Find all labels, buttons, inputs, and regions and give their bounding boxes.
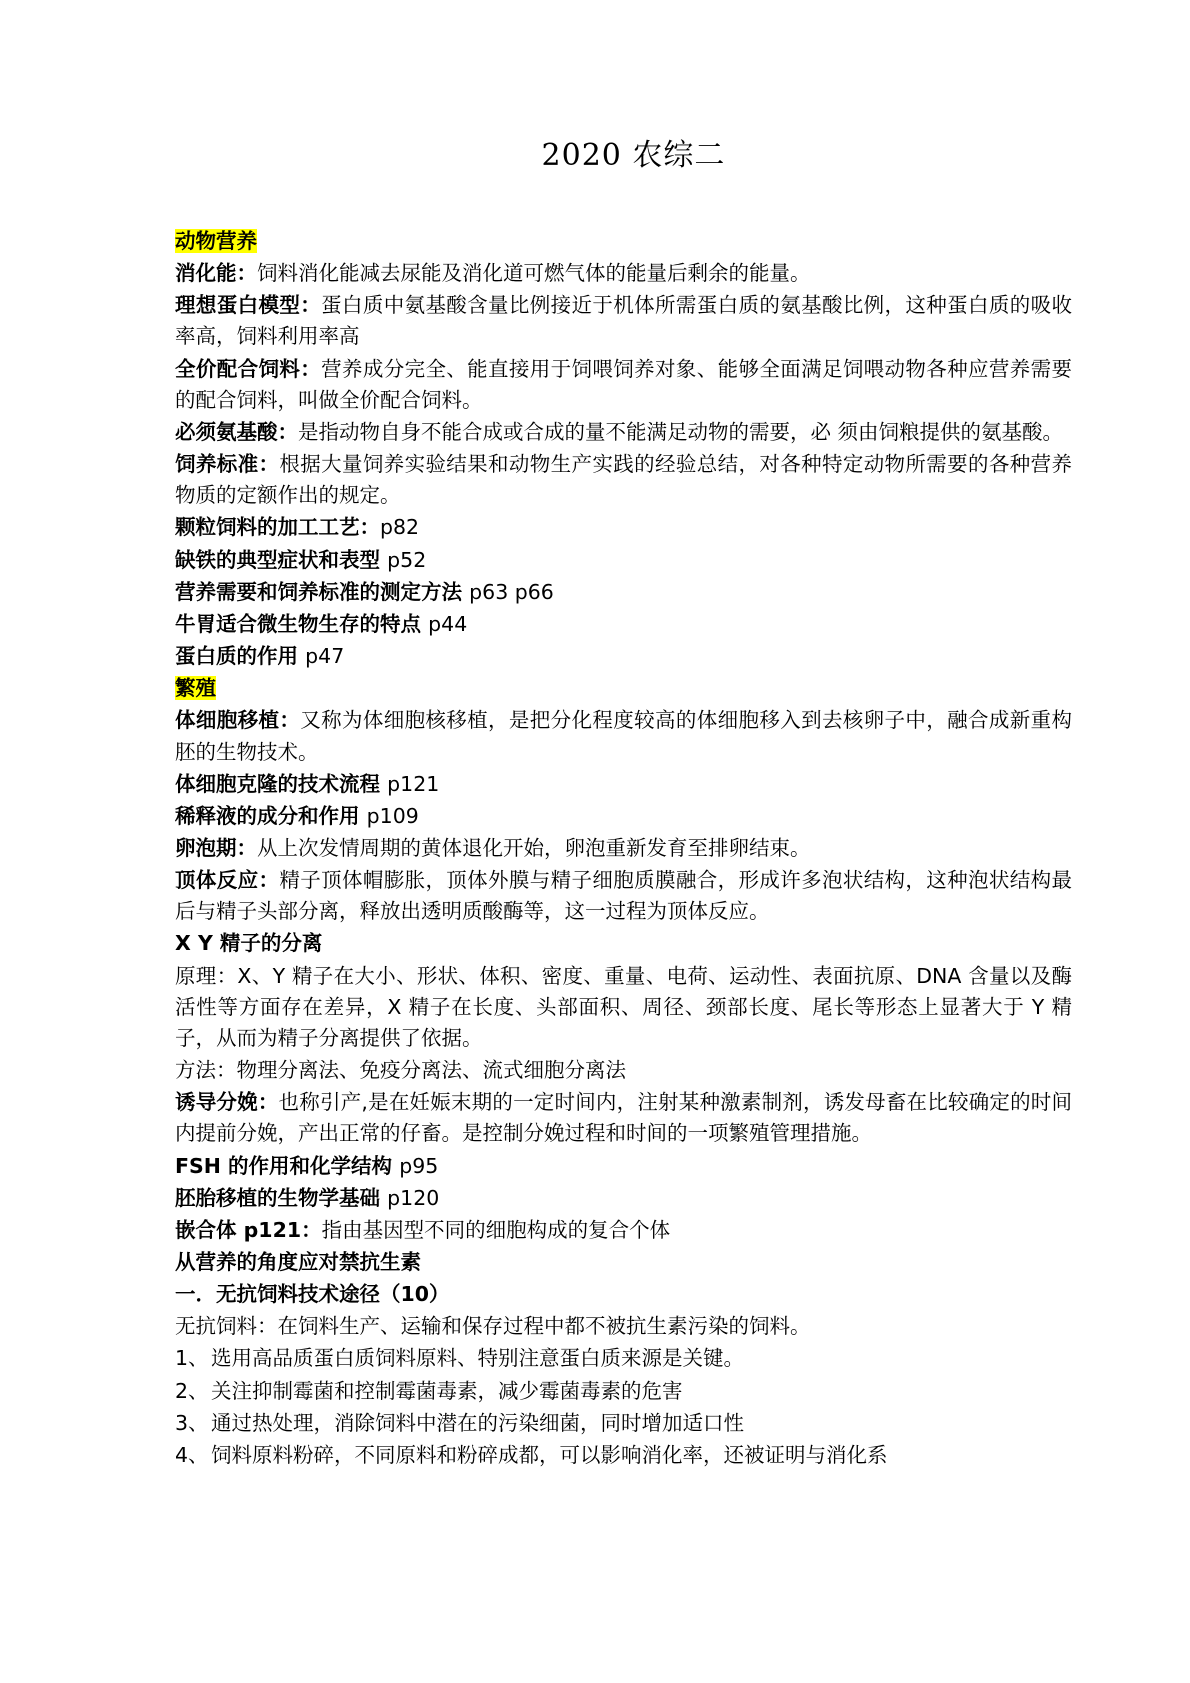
entry-line [175,577,1072,608]
list-item-text: 饲料原料粉碎，不同原料和粉碎成都，可以影响消化率，还被证明与消化系 [211,1442,888,1467]
list-item-number: 2、 [175,1378,209,1403]
entry-text: p44 [428,611,468,636]
entry-line [175,801,1072,832]
list-item [175,1408,1072,1439]
list-item-number: 3、 [175,1410,209,1435]
list-item [175,1376,1072,1407]
list-item-number: 4、 [175,1442,209,1467]
entry-text: p52 [387,547,427,572]
entry-term: 蛋白质的作用 [175,644,306,669]
entry-line [175,961,1072,1054]
entry-term: 牛胃适合微生物生存的特点 [175,611,429,636]
entry-term: 体细胞移植： [175,708,301,733]
entry-text: 蛋白质中氨基酸含量比例接近于机体所需蛋白质的氨基酸比例，这种蛋白质的吸收率高，饲料利用率高 [175,293,1073,349]
entry-term: 理想蛋白模型： [175,293,322,318]
entry-text: p47 [305,644,345,669]
entry-line [175,1151,1072,1182]
entry-text: 指由基因型不同的细胞构成的复合个体 [321,1217,671,1242]
list-item [175,1440,1072,1471]
entry-term: 一．无抗饲料技术途径（10） [175,1282,450,1307]
entry-text: p63 p66 [469,579,554,604]
section-heading-reproduction [175,673,1072,704]
entry-text: 方法：物理分离法、免疫分离法、流式细胞分离法 [175,1058,626,1083]
list-item-number: 1、 [175,1346,209,1371]
entry-text: p82 [380,515,420,540]
entry-line [175,1279,1072,1310]
entry-term: 诱导分娩： [175,1090,279,1115]
entry-term: 必须氨基酸： [175,419,298,444]
entry-line [175,1087,1072,1149]
entry-text: 也称引产,是在妊娠末期的一定时间内，注射某种激素制剂，诱发母畜在比较确定的时间内提前分娩，产出正常的仔畜。是控制分娩过程和时间的一项繁殖管理措施。 [175,1090,1073,1146]
entry-text: p120 [387,1185,440,1210]
section-heading-nutrition [175,226,1072,257]
entry-text: 是指动物自身不能合成或合成的量不能满足动物的需要，必 须由饲粮提供的氨基酸。 [298,419,1064,444]
entry-term: 颗粒饲料的加工工艺： [175,515,380,540]
entry-line [175,1311,1072,1342]
entry-term: X Y 精子的分离 [175,931,323,956]
entry-line [175,865,1072,927]
entry-line [175,1247,1072,1278]
entry-line [175,1183,1072,1214]
entry-text: 饲料消化能减去尿能及消化道可燃气体的能量后剩余的能量。 [257,261,811,286]
entry-line [175,290,1072,352]
entry-text: 根据大量饲养实验结果和动物生产实践的经验总结，对各种特定动物所需要的各种营养物质的定额作出的规定。 [175,452,1073,508]
entry-text: 原理：X、Y 精子在大小、形状、体积、密度、重量、电荷、运动性、表面抗原、DNA 含量以及酶活性等方面存在差异，X 精子在长度、头部面积、周径、颈部长度、尾长等形态上显著大于 Y 精子，从而为精子分离提供了依据。 [175,963,1072,1050]
entry-line [175,449,1072,511]
entry-term: 营养需要和饲养标准的测定方法 [175,579,470,604]
entry-term: 从营养的角度应对禁抗生素 [175,1250,421,1274]
entry-line [175,1215,1072,1246]
page-title: 2020 农综二 [541,138,726,173]
entry-term: 饲养标准： [175,452,280,477]
entry-term: 体细胞克隆的技术流程 [175,771,388,796]
entry-term: FSH 的作用和化学结构 [175,1153,400,1178]
entry-line [175,833,1072,864]
entry-text: 营养成分完全、能直接用于饲喂饲养对象、能够全面满足饲喂动物各种应营养需要的配合饲料，叫做全价配合饲料。 [175,356,1073,412]
entry-term: 全价配合饲料： [175,356,322,381]
entry-line [175,705,1072,767]
entry-text: 精子顶体帽膨胀，顶体外膜与精子细胞质膜融合，形成许多泡状结构，这种泡状结构最后与精子头部分离，释放出透明质酸酶等，这一过程为顶体反应。 [175,868,1073,924]
list-item-text: 关注抑制霉菌和控制霉菌毒素，减少霉菌毒素的危害 [211,1378,683,1403]
list-item-text: 通过热处理，消除饲料中潜在的污染细菌，同时增加适口性 [211,1410,744,1435]
entry-term: 卵泡期： [175,835,257,860]
entry-line [175,1055,1072,1086]
entry-text: p121 [387,771,440,796]
entry-text: p95 [399,1153,439,1178]
entry-term: 顶体反应： [175,868,280,893]
entry-term: 胚胎移植的生物学基础 [175,1185,388,1210]
entry-term: 缺铁的典型症状和表型 [175,547,388,572]
entry-text: 从上次发情周期的黄体退化开始，卵泡重新发育至排卵结束。 [257,835,811,860]
entry-line [175,609,1072,640]
entry-line [175,641,1072,672]
list-item [175,1343,1072,1374]
entry-line [175,512,1072,543]
entry-text: 无抗饲料：在饲料生产、运输和保存过程中都不被抗生素污染的饲料。 [175,1314,811,1339]
entry-line [175,928,1072,959]
entry-text: 又称为体细胞核移植，是把分化程度较高的体细胞移入到去核卵子中，融合成新重构胚的生物技术。 [175,708,1073,764]
section-heading-label: 繁殖 [175,676,216,701]
entry-line [175,354,1072,416]
section-heading-label: 动物营养 [175,229,257,253]
entry-text: p109 [366,803,419,828]
entry-term: 嵌合体 p121： [175,1217,322,1242]
entry-line [175,417,1072,448]
entry-line [175,258,1072,289]
list-item-text: 选用高品质蛋白质饲料原料、特别注意蛋白质来源是关键。 [211,1346,744,1371]
entry-term: 稀释液的成分和作用 [175,803,367,828]
document-body [175,226,1072,1471]
entry-term: 消化能： [175,261,257,286]
entry-line [175,545,1072,576]
entry-line [175,769,1072,800]
